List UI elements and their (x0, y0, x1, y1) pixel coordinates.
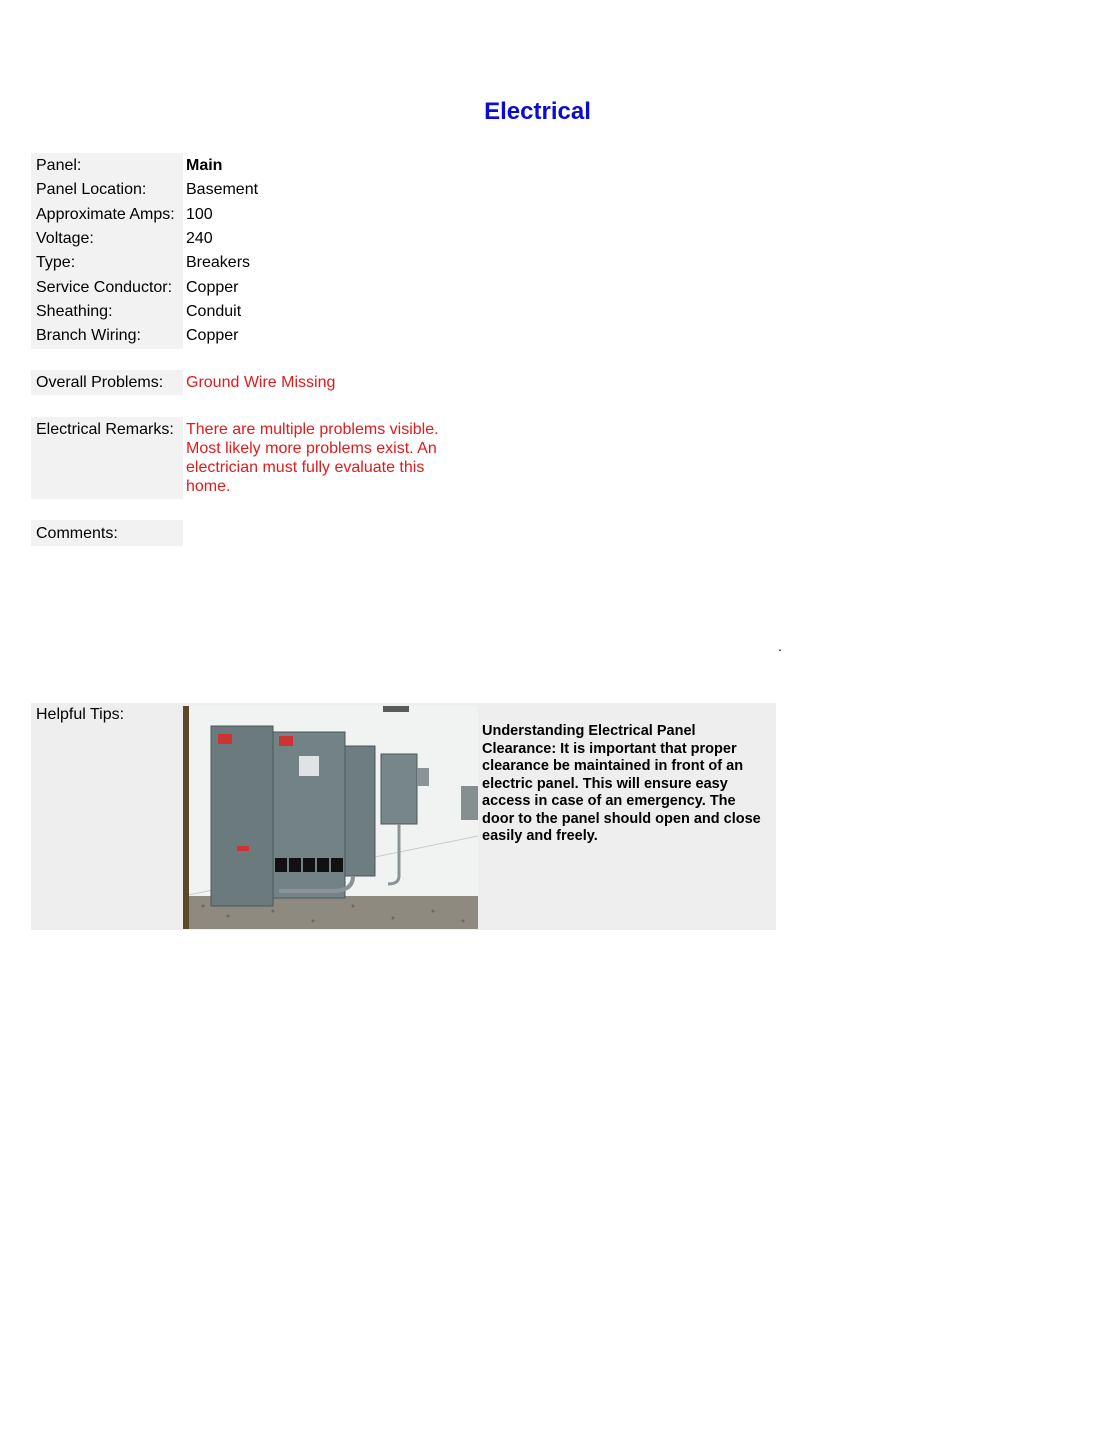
approximate-amps-value: 100 (186, 206, 213, 223)
overall-problems-label: Overall Problems: (36, 374, 164, 391)
page-title: Electrical (484, 98, 591, 125)
comments-label: Comments: (36, 525, 118, 542)
type-value: Breakers (186, 254, 251, 271)
panel-location-value: Basement (186, 181, 259, 198)
helpful-tips-text: Understanding Electrical Panel Clearance: It is important that proper clearance be maintained in front of an electric panel. This will ensure easy access in case of an emergency. The door to the panel should open and close easily and freely. (482, 723, 761, 844)
electrical-remarks-value: There are multiple problems visible. Most likely more problems exist. An electrician must fully evaluate this home. (186, 421, 439, 495)
electrical-panels-photo (183, 706, 478, 929)
branch-wiring-value: Copper (186, 327, 239, 344)
overall-problems-value: Ground Wire Missing (186, 374, 336, 391)
sheathing-value: Conduit (186, 303, 242, 320)
panel-label: Panel: (36, 157, 82, 174)
branch-wiring-label: Branch Wiring: (36, 327, 141, 344)
helpful-tips-label: Helpful Tips: (36, 706, 125, 723)
electrical-remarks-label: Electrical Remarks: (36, 421, 174, 438)
service-conductor-value: Copper (186, 279, 239, 296)
sheathing-label: Sheathing: (36, 303, 113, 320)
type-label: Type: (36, 254, 76, 271)
voltage-value: 240 (186, 230, 213, 247)
panel-value: Main (186, 157, 223, 174)
panel-location-label: Panel Location: (36, 181, 147, 198)
stray-dot: . (778, 638, 782, 654)
service-conductor-label: Service Conductor: (36, 279, 173, 296)
approximate-amps-label: Approximate Amps: (36, 206, 175, 223)
voltage-label: Voltage: (36, 230, 94, 247)
